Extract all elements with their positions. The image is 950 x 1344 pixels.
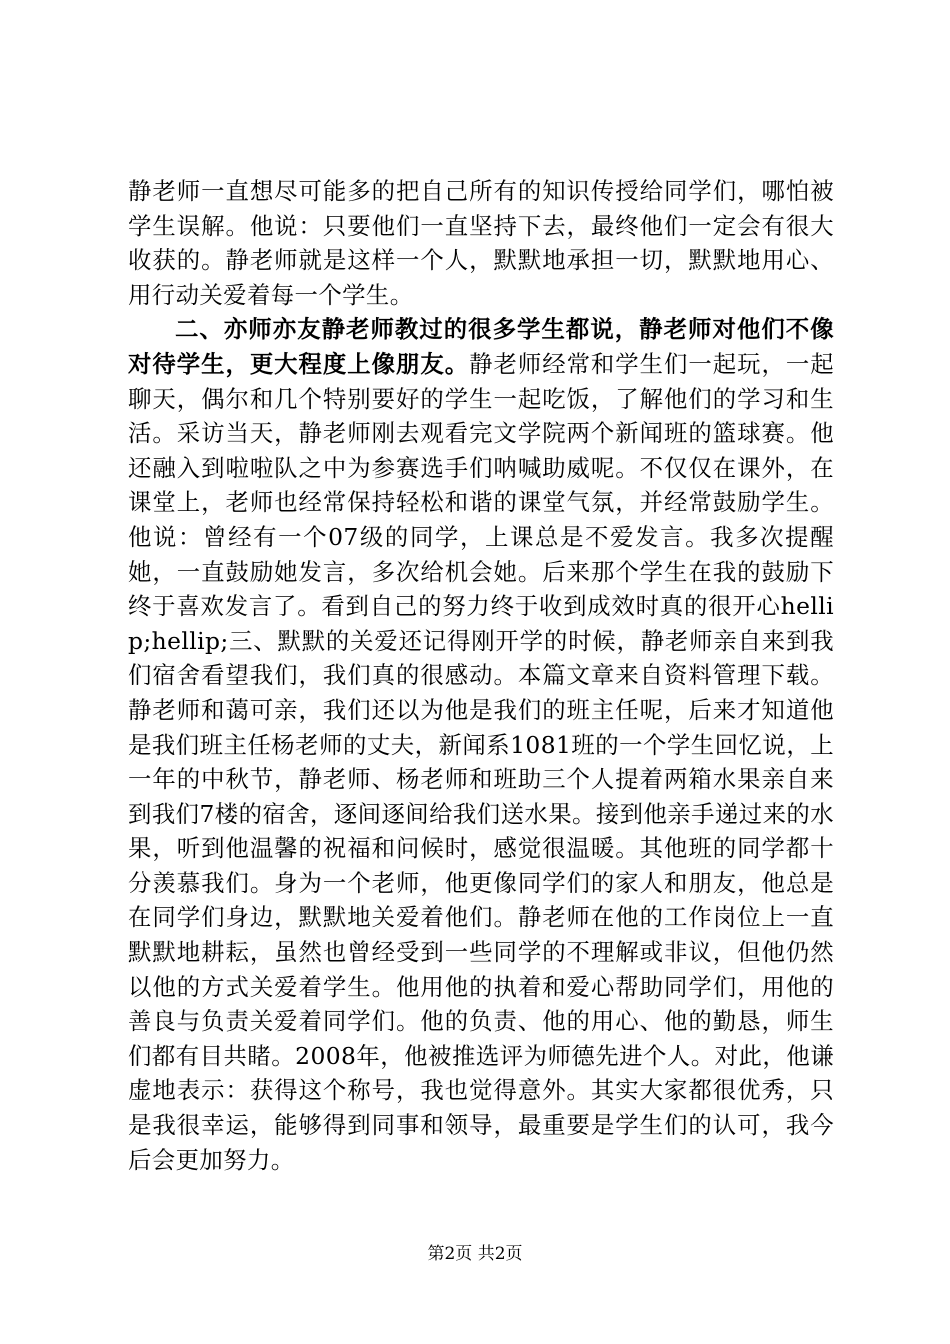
paragraph-2-text: 静老师经常和学生们一起玩，一起聊天，偶尔和几个特别要好的学生一起吃饭，了解他们的学习和生活。采访当天，静老师刚去观看完文学院两个新闻班的篮球赛。他还融入到啦啦队之中为参赛选手们呐喊助威呢。不仅仅在课外，在课堂上，老师也经常保持轻松和谐的课堂气氛，并经常鼓励学生。他说：曾经有一个07级的同学，上课总是不爱发言。我多次提醒她，一直鼓励她发言，多次给机会她。后来那个学生在我的鼓励下终于喜欢发言了。看到自己的努力终于收到成效时真的很开心hellip;hellip;三、默默的关爱还记得刚开学的时候，静老师亲自来到我们宿舍看望我们，我们真的很感动。本篇文章来自资料管理下载。静老师和蔼可亲，我们还以为他是我们的班主任呢，后来才知道他是我们班主任杨老师的丈夫，新闻系1081班的一个学生回忆说，上一年的中秋节，静老师、杨老师和班助三个人提着两箱水果亲自来到我们7楼的宿舍，逐间逐间给我们送水果。接到他亲手递过来的水果，听到他温馨的祝福和问候时，感觉很温暖。其他班的同学都十分羡慕我们。身为一个老师，他更像同学们的家人和朋友，他总是在同学们身边，默默地关爱着他们。静老师在他的工作岗位上一直默默地耕耘，虽然也曾经受到一些同学的不理解或非议，但他仍然以他的方式关爱着学生。他用他的执着和爱心帮助同学们，用他的善良与负责关爱着同学们。他的负责、他的用心、他的勤恳，师生们都有目共睹。2008年，他被推选评为师德先进个人。对此，他谦虚地表示：获得这个称号，我也觉得意外。其实大家都很优秀，只是我很幸运，能够得到同事和领导，最重要是学生们的认可，我今后会更加努力。 <box>128 349 834 1174</box>
paragraph-1-text: 静老师一直想尽可能多的把自己所有的知识传授给同学们，哪怕被学生误解。他说：只要他们一直坚持下去，最终他们一定会有很大收获的。静老师就是这样一个人，默默地承担一切，默默地用心、用行动关爱着每一个学生。 <box>128 177 834 309</box>
paragraph-2-heading: 二、亦师亦友静老师教过的很多学生都说，静老师对他们不像对待学生，更大程度上像朋友。 <box>128 315 834 378</box>
document-body <box>128 174 834 1177</box>
page-footer: 第2页 共2页 <box>427 1244 523 1264</box>
paragraph-2 <box>128 312 834 1177</box>
paragraph-1 <box>128 174 834 312</box>
